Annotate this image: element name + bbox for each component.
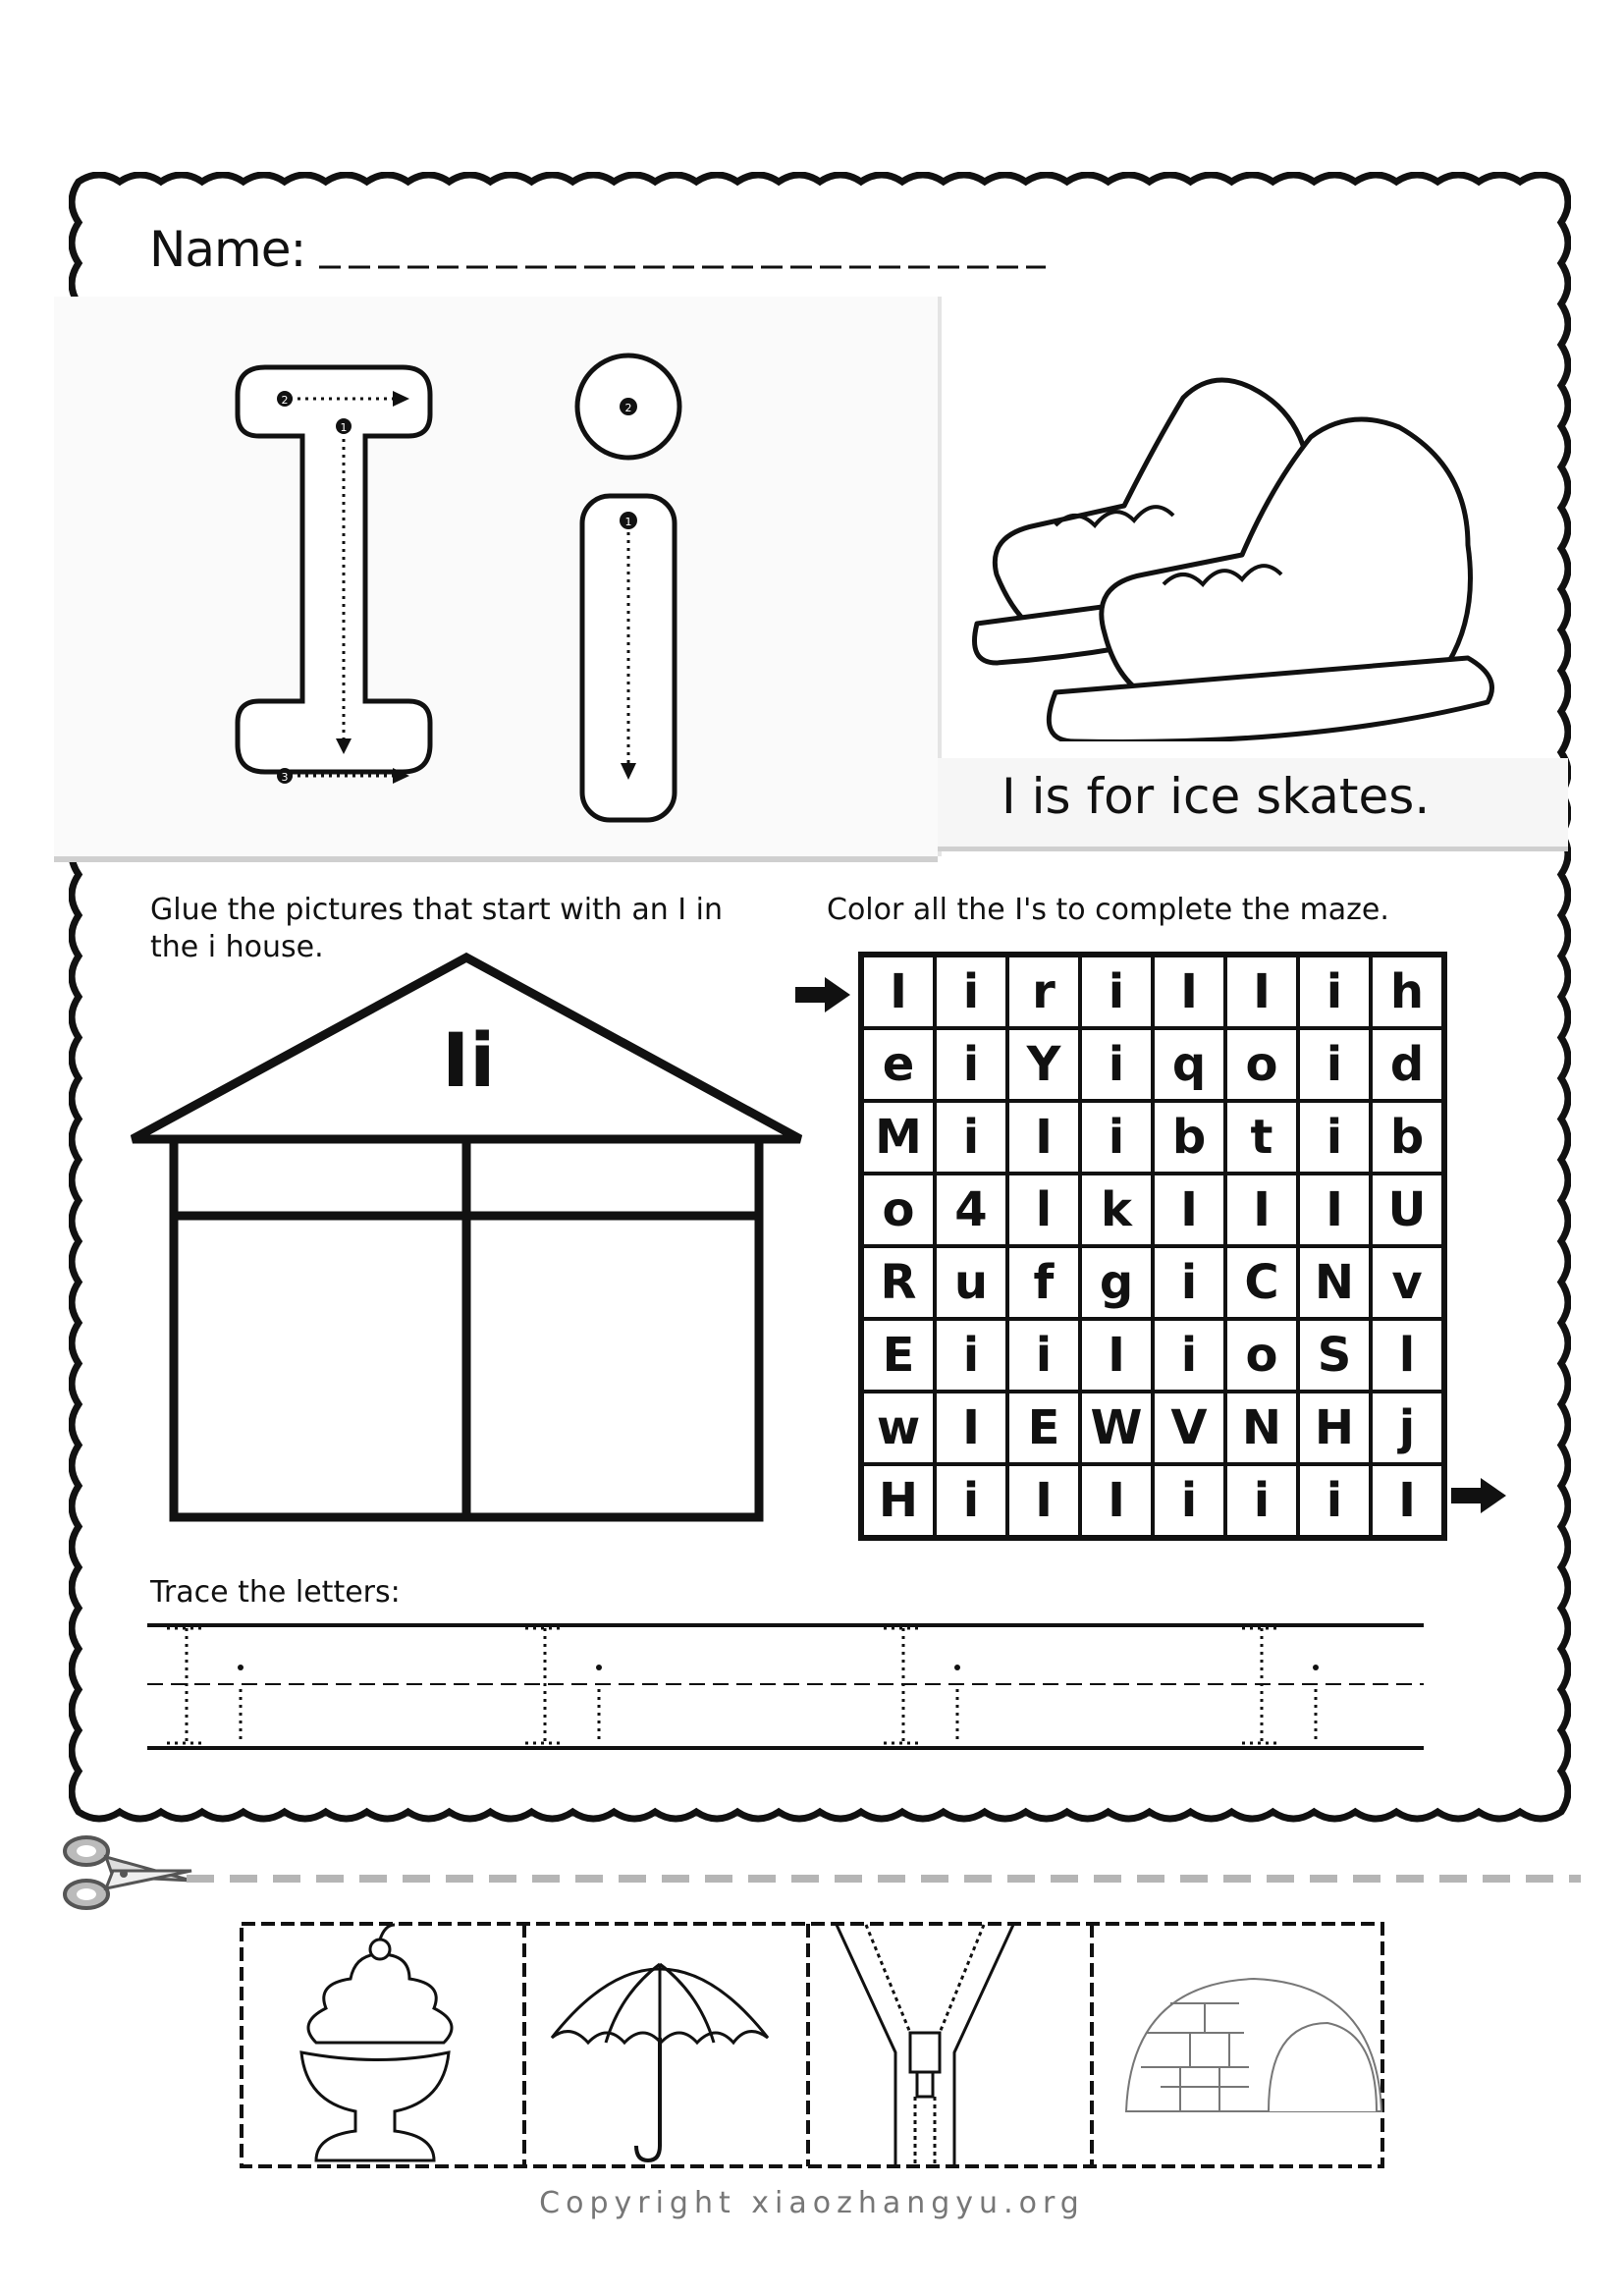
glue-instruction: Glue the pictures that start with an I in the i house. (150, 893, 724, 964)
maze-cell[interactable]: i (1300, 1466, 1369, 1535)
maze-cell[interactable]: i (1227, 1466, 1296, 1535)
svg-text:3: 3 (281, 771, 289, 784)
svg-text:1: 1 (624, 516, 632, 528)
maze-cell[interactable]: o (1227, 1030, 1296, 1099)
maze-cell[interactable]: E (1009, 1393, 1078, 1462)
maze-cell[interactable]: u (937, 1248, 1005, 1317)
uppercase-i-outline (238, 367, 430, 772)
maze-cell[interactable]: I (1300, 1175, 1369, 1244)
maze-cell[interactable]: i (937, 957, 1005, 1026)
scissors-icon (59, 1830, 196, 1918)
maze-cell[interactable]: C (1227, 1248, 1296, 1317)
maze-cell[interactable]: w (864, 1393, 933, 1462)
maze-cell[interactable]: I (1009, 1466, 1078, 1535)
maze-cell[interactable]: M (864, 1103, 933, 1172)
maze-cell[interactable]: i (1300, 957, 1369, 1026)
maze-cell[interactable]: l (1373, 1321, 1441, 1390)
maze-cell[interactable]: I (864, 957, 933, 1026)
maze-cell[interactable]: H (864, 1466, 933, 1535)
maze-cell[interactable]: V (1155, 1393, 1223, 1462)
ice-cream-sundae-picture (301, 1925, 452, 2160)
dotted-letters (167, 1628, 1316, 1743)
house-label: Ii (442, 1016, 496, 1104)
maze-cell[interactable]: r (1009, 957, 1078, 1026)
maze-cell[interactable]: N (1300, 1248, 1369, 1317)
zipper-picture (837, 1925, 1013, 2165)
maze-cell[interactable]: i (937, 1103, 1005, 1172)
maze-cell[interactable]: I (937, 1393, 1005, 1462)
maze-cell[interactable]: i (1082, 1103, 1151, 1172)
ice-skates-icon (957, 368, 1527, 741)
maze-cell[interactable]: U (1373, 1175, 1441, 1244)
copyright-text: Copyright xiaozhangyu.org (539, 2186, 1085, 2220)
maze-cell[interactable]: i (1300, 1103, 1369, 1172)
picture-caption: I is for ice skates. (1001, 768, 1431, 825)
maze-cell[interactable]: v (1373, 1248, 1441, 1317)
maze-cell[interactable]: i (937, 1321, 1005, 1390)
maze-cell[interactable]: l (1009, 1175, 1078, 1244)
arrow-right-icon (1451, 1476, 1510, 1515)
maze-cell[interactable]: R (864, 1248, 933, 1317)
maze-cell[interactable]: i (1009, 1321, 1078, 1390)
letter-panel (54, 297, 938, 856)
maze-cell[interactable]: f (1009, 1248, 1078, 1317)
maze-cell[interactable]: q (1155, 1030, 1223, 1099)
maze-cell[interactable]: I (1155, 1175, 1223, 1244)
maze-cell[interactable]: e (864, 1030, 933, 1099)
svg-text:1: 1 (340, 421, 348, 434)
maze-cell[interactable]: i (937, 1030, 1005, 1099)
maze-cell[interactable]: I (1082, 1321, 1151, 1390)
maze-cell[interactable]: N (1227, 1393, 1296, 1462)
letter-maze (858, 952, 1447, 1541)
maze-cell[interactable]: d (1373, 1030, 1441, 1099)
maze-cell[interactable]: h (1373, 957, 1441, 1026)
maze-cell[interactable]: I (1155, 957, 1223, 1026)
maze-cell[interactable]: i (1155, 1466, 1223, 1535)
maze-cell[interactable]: E (864, 1321, 933, 1390)
maze-cell[interactable]: Y (1009, 1030, 1078, 1099)
umbrella-picture (552, 1964, 768, 2160)
tracing-lines[interactable] (147, 1611, 1424, 1768)
maze-cell[interactable]: i (1300, 1030, 1369, 1099)
maze-cell[interactable]: S (1300, 1321, 1369, 1390)
maze-cell[interactable]: I (1082, 1466, 1151, 1535)
svg-text:2: 2 (281, 394, 289, 407)
maze-cell[interactable]: I (1373, 1466, 1441, 1535)
maze-cell[interactable]: b (1373, 1103, 1441, 1172)
letter-guides (54, 297, 938, 856)
maze-cell[interactable]: i (1082, 1030, 1151, 1099)
maze-cell[interactable]: i (937, 1466, 1005, 1535)
maze-cell[interactable]: o (864, 1175, 933, 1244)
maze-cell[interactable]: 4 (937, 1175, 1005, 1244)
cut-line[interactable] (187, 1872, 1581, 1885)
arrow-right-icon (795, 975, 854, 1014)
maze-cell[interactable]: I (1227, 1175, 1296, 1244)
igloo-picture (1126, 1979, 1381, 2111)
maze-cell[interactable]: W (1082, 1393, 1151, 1462)
cutout-pictures (238, 1920, 1386, 2170)
maze-cell[interactable]: H (1300, 1393, 1369, 1462)
maze-cell[interactable]: g (1082, 1248, 1151, 1317)
maze-cell[interactable]: k (1082, 1175, 1151, 1244)
maze-instruction: Color all the I's to complete the maze. (827, 893, 1389, 927)
maze-cell[interactable]: i (1082, 957, 1151, 1026)
name-input-line[interactable] (319, 257, 1046, 277)
maze-cell[interactable]: I (1009, 1103, 1078, 1172)
maze-cell[interactable]: b (1155, 1103, 1223, 1172)
maze-cell[interactable]: i (1155, 1248, 1223, 1317)
trace-instruction: Trace the letters: (150, 1575, 401, 1610)
maze-cell[interactable]: i (1155, 1321, 1223, 1390)
maze-cell[interactable]: I (1227, 957, 1296, 1026)
name-label: Name: (149, 221, 306, 278)
svg-text:2: 2 (624, 402, 632, 414)
maze-cell[interactable]: o (1227, 1321, 1296, 1390)
maze-cell[interactable]: t (1227, 1103, 1296, 1172)
maze-cell[interactable]: j (1373, 1393, 1441, 1462)
